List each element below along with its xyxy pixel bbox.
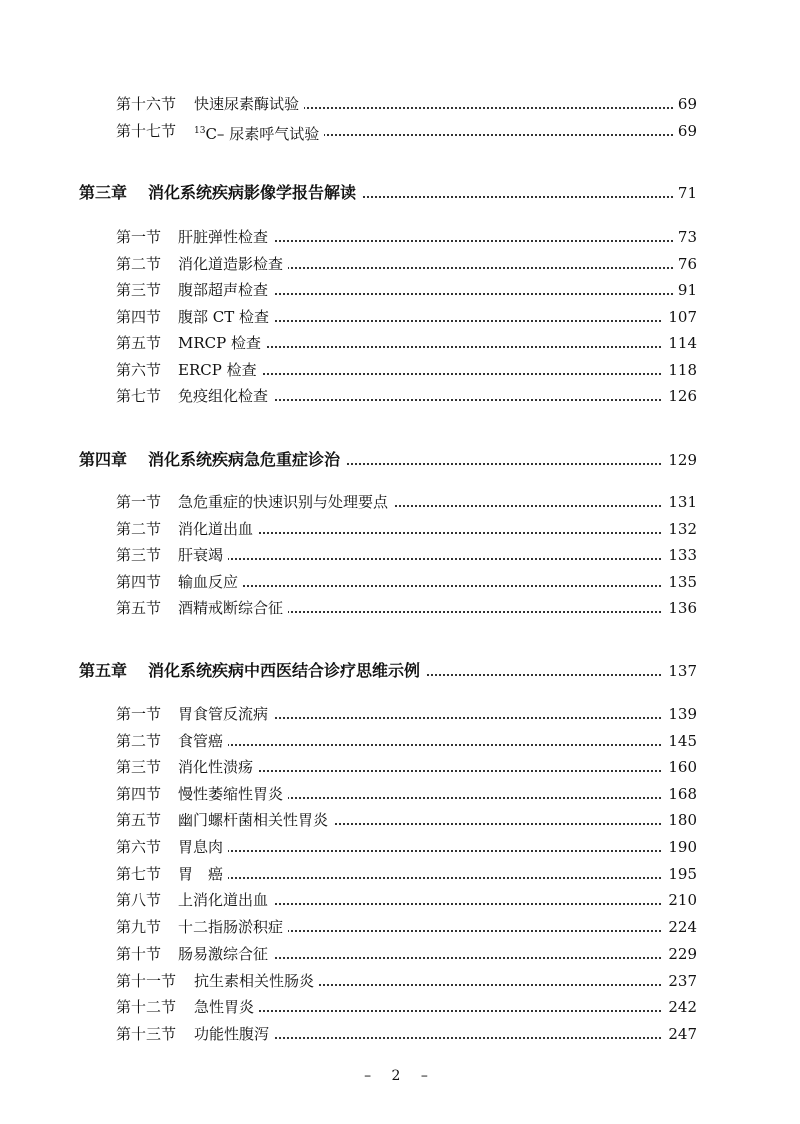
section-number: 第六节 <box>116 361 162 379</box>
section-title: 胃 癌 <box>178 861 228 887</box>
page-number: 91 <box>673 277 697 303</box>
section-title: 胃息肉 <box>178 834 228 860</box>
page-number: 107 <box>663 304 697 330</box>
page-number: 180 <box>663 807 697 833</box>
section-number: 第十三节 <box>116 1025 177 1043</box>
section-title: 幽门螺杆菌相关性胃炎 <box>178 807 333 833</box>
section-number: 第七节 <box>116 387 162 405</box>
page-number: 118 <box>663 357 697 383</box>
toc-entry[interactable] <box>0 968 800 994</box>
section-number: 第十六节 <box>116 95 177 113</box>
toc-entry[interactable] <box>0 728 800 754</box>
page-number: 210 <box>663 887 697 913</box>
title-text: C– 尿素呼气试验 <box>205 125 320 143</box>
section-title: 腹部超声检查 <box>178 277 273 303</box>
page-number: 131 <box>663 489 697 515</box>
section-number: 第五节 <box>116 599 162 617</box>
toc-entry[interactable] <box>0 807 800 833</box>
section-number: 第三节 <box>116 546 162 564</box>
section-title: 肝脏弹性检查 <box>178 224 273 250</box>
dot-leader <box>178 558 697 560</box>
section-number: 第六节 <box>116 838 162 856</box>
page-number: 242 <box>663 994 697 1020</box>
page-number: 132 <box>663 516 697 542</box>
toc-entry[interactable] <box>0 516 800 542</box>
section-title: 抗生素相关性肠炎 <box>194 968 319 994</box>
section-title: 肠易激综合征 <box>178 941 273 967</box>
toc-entry[interactable] <box>0 914 800 940</box>
dot-leader <box>194 1010 697 1012</box>
section-title: 消化性溃疡 <box>178 754 258 780</box>
toc-entry[interactable] <box>0 754 800 780</box>
section-number: 第十一节 <box>116 972 177 990</box>
section-number: 第二节 <box>116 255 162 273</box>
toc-entry[interactable] <box>0 887 800 913</box>
page-number: 168 <box>663 781 697 807</box>
section-title: 急危重症的快速识别与处理要点 <box>178 489 393 515</box>
section-number: 第四节 <box>116 785 162 803</box>
section-number: 第五节 <box>116 334 162 352</box>
section-title: 慢性萎缩性胃炎 <box>178 781 288 807</box>
section-title: 急性胃炎 <box>194 994 259 1020</box>
page-number: 237 <box>663 968 697 994</box>
section-number: 第十二节 <box>116 998 177 1016</box>
page-number: 229 <box>663 941 697 967</box>
section-title: 功能性腹泻 <box>194 1021 274 1047</box>
toc-entry[interactable] <box>0 941 800 967</box>
section-title: 快速尿素酶试验 <box>194 91 304 117</box>
section-title: 胃食管反流病 <box>178 701 273 727</box>
section-number: 第十节 <box>116 945 162 963</box>
page-number: 73 <box>673 224 697 250</box>
section-number: 第四节 <box>116 573 162 591</box>
chapter-entry[interactable] <box>0 658 800 684</box>
chapter-title: 消化系统疾病急危重症诊治 <box>148 447 345 473</box>
toc-entry[interactable] <box>0 304 800 330</box>
page-number: 137 <box>663 658 697 684</box>
chapter-title: 消化系统疾病中西医结合诊疗思维示例 <box>148 658 425 684</box>
toc-entry[interactable] <box>0 357 800 383</box>
page-number: 126 <box>663 383 697 409</box>
toc-entry[interactable] <box>0 251 800 277</box>
section-title: 食管癌 <box>178 728 228 754</box>
chapter-entry[interactable] <box>0 180 800 206</box>
section-number: 第一节 <box>116 228 162 246</box>
page-number: 71 <box>673 180 697 206</box>
section-number: 第八节 <box>116 891 162 909</box>
toc-entry[interactable] <box>0 834 800 860</box>
toc-entry[interactable] <box>0 542 800 568</box>
toc-entry[interactable] <box>0 595 800 621</box>
toc-entry[interactable] <box>0 224 800 250</box>
page-number: 190 <box>663 834 697 860</box>
dot-leader <box>178 585 697 587</box>
section-number: 第二节 <box>116 732 162 750</box>
page-number: 69 <box>673 91 697 117</box>
page-number: 76 <box>673 251 697 277</box>
section-title <box>194 118 324 147</box>
page-number: 145 <box>663 728 697 754</box>
section-number: 第二节 <box>116 520 162 538</box>
dot-leader <box>178 744 697 746</box>
section-title: 酒精戒断综合征 <box>178 595 288 621</box>
page-number: 160 <box>663 754 697 780</box>
section-number: 第七节 <box>116 865 162 883</box>
section-title: MRCP 检查 <box>178 330 266 356</box>
section-title: ERCP 检查 <box>178 357 262 383</box>
section-number: 第一节 <box>116 705 162 723</box>
toc-entry[interactable] <box>0 277 800 303</box>
section-title: 消化道出血 <box>178 516 258 542</box>
toc-entry[interactable] <box>0 994 800 1020</box>
page-number: 224 <box>663 914 697 940</box>
page-number: 136 <box>663 595 697 621</box>
toc-entry[interactable] <box>0 118 800 144</box>
section-number: 第三节 <box>116 758 162 776</box>
toc-entry[interactable] <box>0 861 800 887</box>
toc-entry[interactable] <box>0 383 800 409</box>
page-number: 139 <box>663 701 697 727</box>
section-number: 第三节 <box>116 281 162 299</box>
section-title: 上消化道出血 <box>178 887 273 913</box>
superscript: 13 <box>194 126 206 136</box>
section-number: 第九节 <box>116 918 162 936</box>
section-number: 第一节 <box>116 493 162 511</box>
page-number: 129 <box>663 447 697 473</box>
dot-leader <box>178 850 697 852</box>
toc-entry[interactable] <box>0 781 800 807</box>
page-number: 135 <box>663 569 697 595</box>
toc-entry[interactable] <box>0 489 800 515</box>
page-number: 69 <box>673 118 697 144</box>
section-title: 输血反应 <box>178 569 243 595</box>
section-title: 肝衰竭 <box>178 542 228 568</box>
toc-entry[interactable] <box>0 1021 800 1047</box>
section-title: 十二指肠淤积症 <box>178 914 288 940</box>
dot-leader <box>178 877 697 879</box>
section-number: 第四节 <box>116 308 162 326</box>
toc-entry[interactable] <box>0 701 800 727</box>
chapter-number: 第四章 <box>79 450 128 469</box>
section-number: 第五节 <box>116 811 162 829</box>
chapter-number: 第三章 <box>79 183 128 202</box>
chapter-entry[interactable] <box>0 447 800 473</box>
page-number: 114 <box>663 330 697 356</box>
page-number: 195 <box>663 861 697 887</box>
page-number: 247 <box>663 1021 697 1047</box>
page-number: 133 <box>663 542 697 568</box>
section-title: 腹部 CT 检查 <box>178 304 274 330</box>
chapter-title: 消化系统疾病影像学报告解读 <box>148 180 361 206</box>
chapter-number: 第五章 <box>79 661 128 680</box>
toc-entry[interactable] <box>0 569 800 595</box>
section-number: 第十七节 <box>116 122 177 140</box>
toc-entry[interactable] <box>0 330 800 356</box>
toc-entry[interactable] <box>0 91 800 117</box>
section-title: 免疫组化检查 <box>178 383 273 409</box>
page-footer-number: – 2 – <box>364 1068 436 1084</box>
section-title: 消化道造影检查 <box>178 251 288 277</box>
